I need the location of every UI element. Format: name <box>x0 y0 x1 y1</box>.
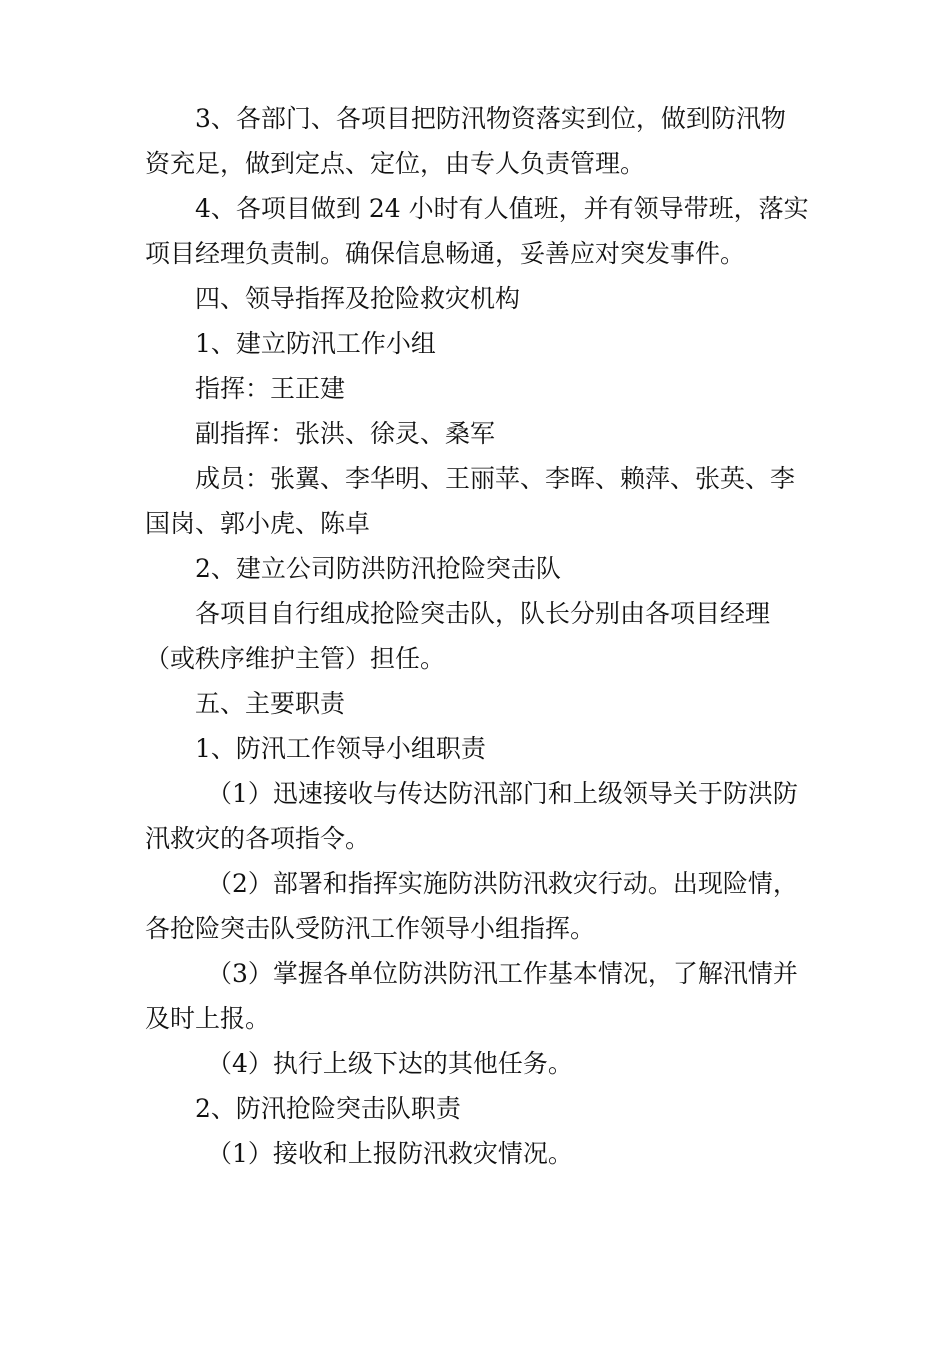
deputy-commander-line: 副指挥：张洪、徐灵、桑军 <box>195 419 496 448</box>
squad-duty-item-1: （1）接收和上报防汛救灾情况。 <box>207 1139 573 1168</box>
section-heading-5: 五、主要职责 <box>195 689 346 718</box>
paragraph-item-4: 4、各项目做到 24 小时有人值班，并有领导带班，落实项目经理负责制。确保信息畅通，妥善应对突发事件。 <box>145 194 809 268</box>
document-body <box>145 96 810 1176</box>
subheading-rescue-squad: 2、建立公司防洪防汛抢险突击队 <box>195 554 561 583</box>
subheading-team-duties: 1、防汛工作领导小组职责 <box>195 734 486 763</box>
duty-item-1: （1）迅速接收与传达防汛部门和上级领导关于防洪防汛救灾的各项指令。 <box>145 779 798 853</box>
members-line: 成员：张翼、李华明、王丽苹、李晖、赖萍、张英、李国岗、郭小虎、陈卓 <box>145 464 796 538</box>
paragraph-item-3: 3、各部门、各项目把防汛物资落实到位，做到防汛物资充足，做到定点、定位，由专人负责管理。 <box>145 104 786 178</box>
subheading-squad-duties: 2、防汛抢险突击队职责 <box>195 1094 461 1123</box>
rescue-squad-paragraph: 各项目自行组成抢险突击队，队长分别由各项目经理（或秩序维护主管）担任。 <box>145 599 771 673</box>
subheading-flood-team: 1、建立防汛工作小组 <box>195 329 436 358</box>
duty-item-2: （2）部署和指挥实施防洪防汛救灾行动。出现险情，各抢险突击队受防汛工作领导小组指挥。 <box>145 869 798 943</box>
duty-item-4: （4）执行上级下达的其他任务。 <box>207 1049 573 1078</box>
section-heading-4: 四、领导指挥及抢险救灾机构 <box>195 284 521 313</box>
commander-line: 指挥：王正建 <box>195 374 346 403</box>
duty-item-3: （3）掌握各单位防洪防汛工作基本情况，了解汛情并及时上报。 <box>145 959 798 1033</box>
